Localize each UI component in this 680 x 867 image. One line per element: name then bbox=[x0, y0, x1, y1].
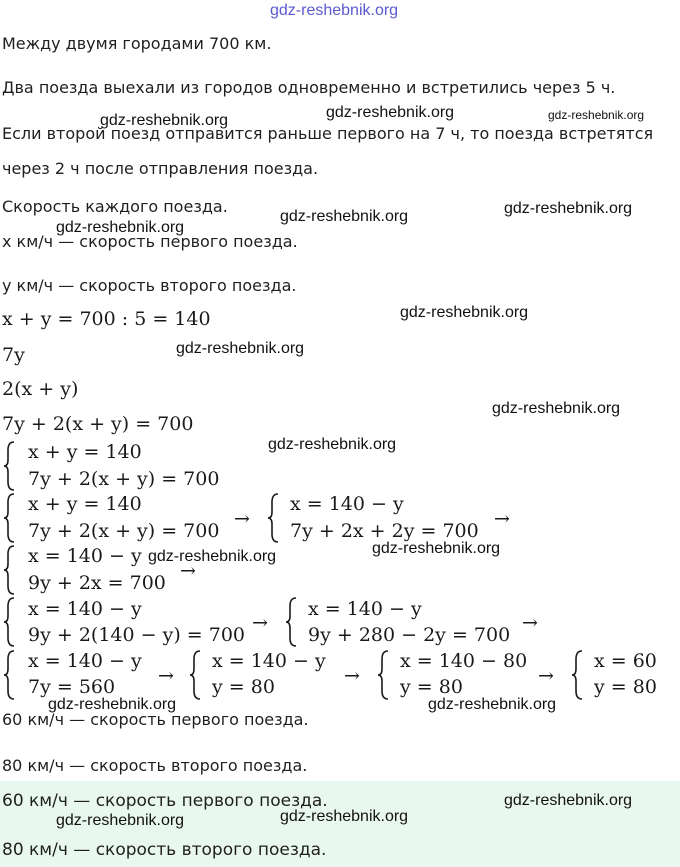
arrow-icon: → bbox=[180, 560, 196, 582]
watermark: gdz-reshebnik.org bbox=[372, 540, 501, 557]
system-4b-row-1: x = 140 − y bbox=[308, 598, 422, 620]
watermark: gdz-reshebnik.org bbox=[268, 436, 397, 453]
system-2a-row-2: 7y + 2(x + y) = 700 bbox=[28, 520, 220, 542]
problem-line-2: Два поезда выехали из городов одновременно и встретились через 5 ч. bbox=[2, 78, 616, 97]
system-2b-row-2: 7y + 2x + 2y = 700 bbox=[290, 520, 479, 542]
equation-sum: x + y = 700 : 5 = 140 bbox=[2, 308, 211, 330]
system-2a-row-1: x + y = 140 bbox=[28, 493, 142, 515]
expression-2xy: 2(x + y) bbox=[2, 378, 79, 400]
system-5d-row-1: x = 60 bbox=[594, 650, 657, 672]
brace-icon bbox=[376, 649, 390, 701]
system-1-row-1: x + y = 140 bbox=[28, 441, 142, 463]
watermark: gdz-reshebnik.org bbox=[176, 340, 305, 357]
x-definition: x км/ч — скорость первого поезда. bbox=[2, 232, 298, 251]
system-5c-row-2: y = 80 bbox=[400, 676, 463, 698]
watermark: gdz-reshebnik.org bbox=[428, 696, 557, 713]
brace-icon bbox=[266, 492, 280, 544]
system-2b-row-1: x = 140 − y bbox=[290, 493, 404, 515]
solution-label: Скорость каждого поезда. bbox=[2, 197, 228, 216]
brace-icon bbox=[2, 544, 16, 596]
y-definition: y км/ч — скорость второго поезда. bbox=[2, 276, 297, 295]
system-5a-row-1: x = 140 − y bbox=[28, 650, 142, 672]
equation-total: 7y + 2(x + y) = 700 bbox=[2, 413, 194, 435]
brace-icon bbox=[284, 596, 298, 648]
result-first-train: 60 км/ч — скорость первого поезда. bbox=[2, 710, 309, 729]
watermark: gdz-reshebnik.org bbox=[280, 808, 409, 825]
expression-7y: 7y bbox=[2, 344, 25, 366]
system-4a-row-1: x = 140 − y bbox=[28, 598, 142, 620]
answer-line-1: 60 км/ч — скорость первого поезда. bbox=[2, 791, 328, 811]
system-5b-row-2: y = 80 bbox=[212, 676, 275, 698]
arrow-icon: → bbox=[494, 508, 510, 530]
arrow-icon: → bbox=[158, 665, 174, 687]
watermark: gdz-reshebnik.org bbox=[492, 400, 621, 417]
brace-icon bbox=[2, 596, 16, 648]
answer-line-2: 80 км/ч — скорость второго поезда. bbox=[2, 840, 327, 860]
system-3-row-2: 9y + 2x = 700 bbox=[28, 572, 166, 594]
brace-icon bbox=[2, 440, 16, 492]
watermark-top: gdz-reshebnik.org bbox=[270, 2, 399, 19]
brace-icon bbox=[570, 649, 584, 701]
watermark: gdz-reshebnik.org bbox=[48, 696, 177, 713]
system-4b-row-2: 9y + 280 − 2y = 700 bbox=[308, 624, 511, 646]
watermark: gdz-reshebnik.org bbox=[100, 112, 229, 129]
watermark: gdz-reshebnik.org bbox=[326, 104, 455, 121]
brace-icon bbox=[188, 649, 202, 701]
arrow-icon: → bbox=[522, 612, 538, 634]
watermark: gdz-reshebnik.org bbox=[56, 812, 185, 829]
system-1-row-2: 7y + 2(x + y) = 700 bbox=[28, 468, 220, 490]
watermark: gdz-reshebnik.org bbox=[548, 108, 645, 122]
system-4a-row-2: 9y + 2(140 − y) = 700 bbox=[28, 624, 245, 646]
problem-line-1: Между двумя городами 700 км. bbox=[2, 34, 272, 53]
watermark: gdz-reshebnik.org bbox=[148, 548, 277, 565]
arrow-icon: → bbox=[344, 665, 360, 687]
result-second-train: 80 км/ч — скорость второго поезда. bbox=[2, 756, 308, 775]
watermark: gdz-reshebnik.org bbox=[504, 200, 633, 217]
watermark: gdz-reshebnik.org bbox=[280, 208, 409, 225]
system-5d-row-2: y = 80 bbox=[594, 676, 657, 698]
system-5b-row-1: x = 140 − y bbox=[212, 650, 326, 672]
arrow-icon: → bbox=[252, 612, 268, 634]
arrow-icon: → bbox=[234, 508, 250, 530]
brace-icon bbox=[2, 649, 16, 701]
problem-line-3: Если второй поезд отправится раньше первого на 7 ч, то поезда встретятся bbox=[2, 124, 654, 143]
watermark: gdz-reshebnik.org bbox=[56, 219, 185, 236]
watermark: gdz-reshebnik.org bbox=[504, 792, 633, 809]
system-3-row-1: x = 140 − y bbox=[28, 545, 142, 567]
system-5c-row-1: x = 140 − 80 bbox=[400, 650, 528, 672]
arrow-icon: → bbox=[538, 665, 554, 687]
watermark: gdz-reshebnik.org bbox=[400, 304, 529, 321]
system-5a-row-2: 7y = 560 bbox=[28, 676, 116, 698]
problem-line-4: через 2 ч после отправления поезда. bbox=[2, 159, 319, 178]
brace-icon bbox=[2, 492, 16, 544]
